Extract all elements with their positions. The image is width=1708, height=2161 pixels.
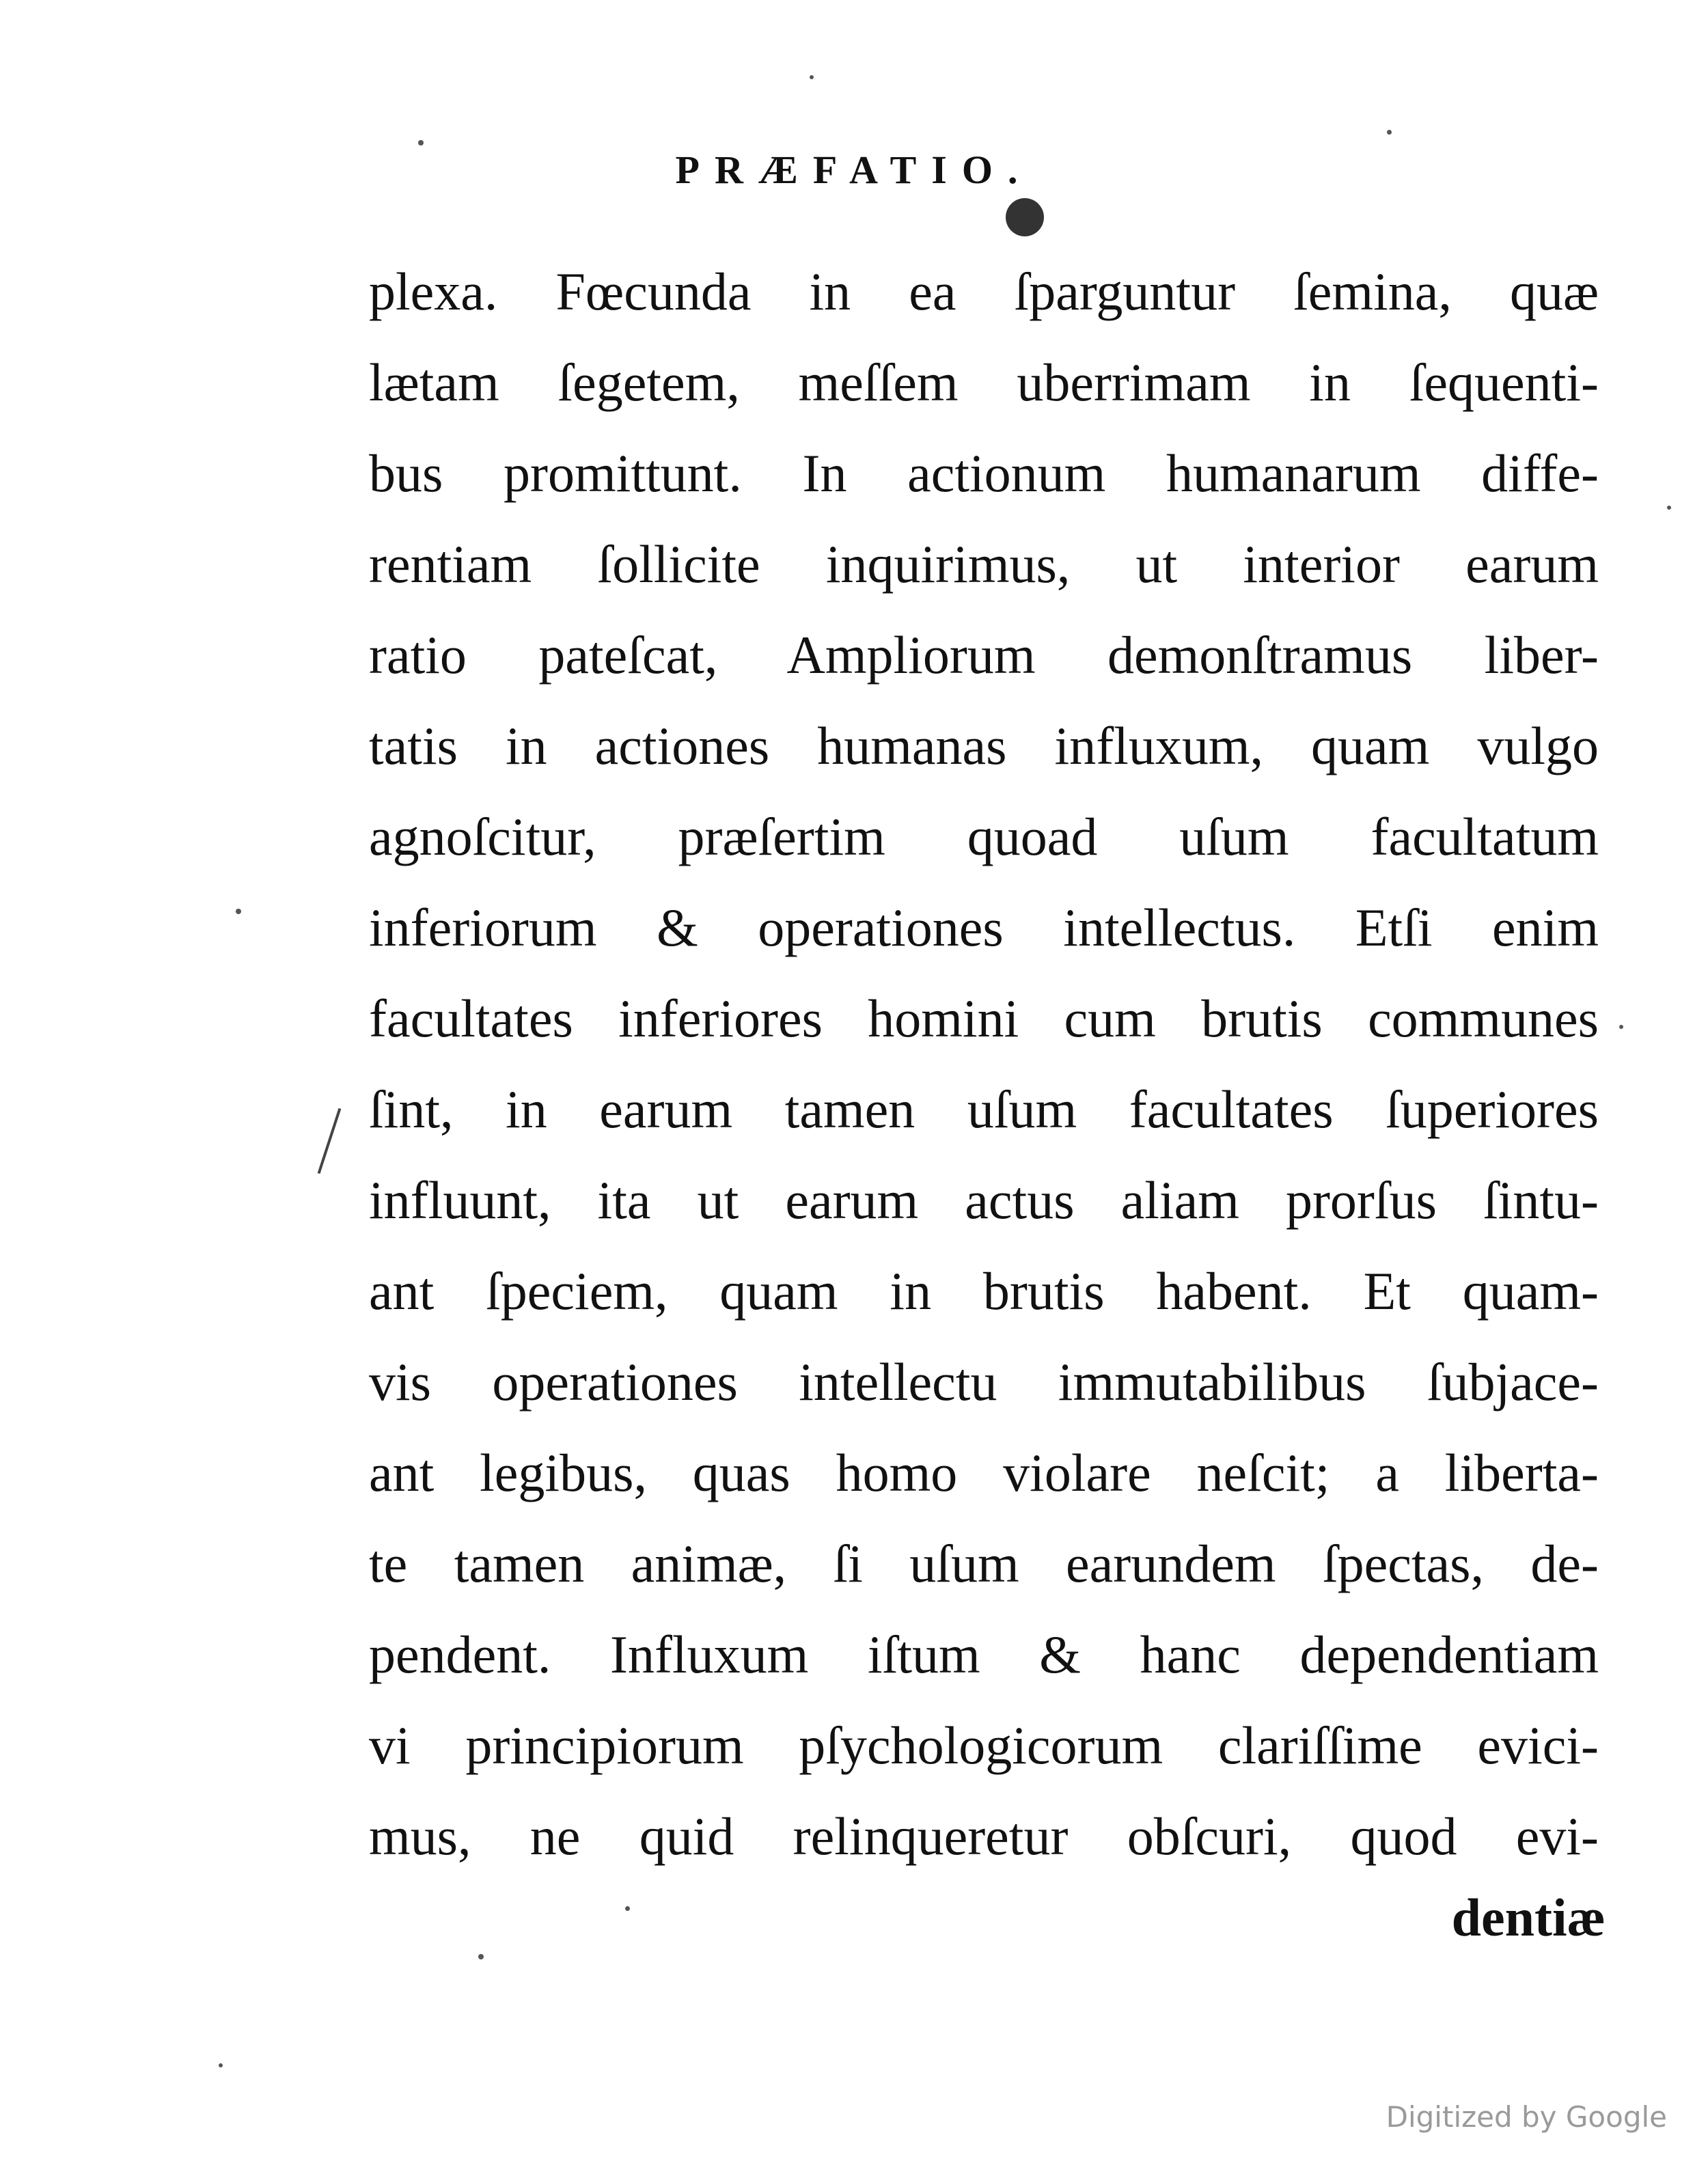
text-line: rentiam ſollicite inquirimus, ut interior earum (369, 534, 1599, 594)
paper-speck (1619, 1025, 1623, 1029)
paper-speck (219, 2063, 223, 2067)
text-line: influunt, ita ut earum actus aliam prorſus ſintu- (369, 1170, 1599, 1230)
catchword: dentiæ (1451, 1888, 1606, 1947)
text-line: ſint, in earum tamen uſum facultates ſuperiores (369, 1079, 1599, 1139)
text-line: vi principiorum pſychologicorum clariſſime evici- (369, 1716, 1599, 1775)
running-title: PRÆFATIO. (675, 148, 1033, 192)
ink-blot (1006, 198, 1044, 236)
text-line: tatis in actiones humanas influxum, quam vulgo (369, 716, 1599, 775)
text-line: mus, ne quid relinqueretur obſcuri, quod evi- (369, 1806, 1599, 1866)
paper-speck (1667, 506, 1671, 510)
paper-speck (810, 75, 814, 79)
text-line: te tamen animæ, ſi uſum earundem ſpectas, de- (369, 1534, 1599, 1593)
text-line: plexa. Fœcunda in ea ſparguntur ſemina, quæ (369, 262, 1599, 321)
text-line: vis operationes intellectu immutabilibus ſubjace- (369, 1352, 1599, 1412)
text-line: agnoſcitur, præſertim quoad uſum facultatum (369, 807, 1599, 866)
text-line: ratio pateſcat, Ampliorum demonſtramus liber- (369, 625, 1599, 685)
paper-speck (236, 909, 241, 914)
paper-speck (478, 1954, 484, 1959)
margin-stroke (318, 1108, 342, 1174)
text-line: pendent. Influxum iſtum & hanc dependentiam (369, 1625, 1599, 1684)
body-text (369, 246, 1599, 1882)
paper-speck (1387, 130, 1392, 135)
paper-speck (418, 140, 424, 146)
text-line: ant legibus, quas homo violare neſcit; a liberta- (369, 1443, 1599, 1502)
digitization-watermark: Digitized by Google (1386, 2100, 1667, 2134)
text-line: bus promittunt. In actionum humanarum diffe- (369, 443, 1599, 503)
text-line: ant ſpeciem, quam in brutis habent. Et quam- (369, 1261, 1599, 1321)
text-line: lætam ſegetem, meſſem uberrimam in ſequenti- (369, 353, 1599, 412)
text-line: facultates inferiores homini cum brutis communes (369, 989, 1599, 1048)
paper-speck (625, 1906, 630, 1911)
text-line: inferiorum & operationes intellectus. Etſi enim (369, 898, 1599, 957)
